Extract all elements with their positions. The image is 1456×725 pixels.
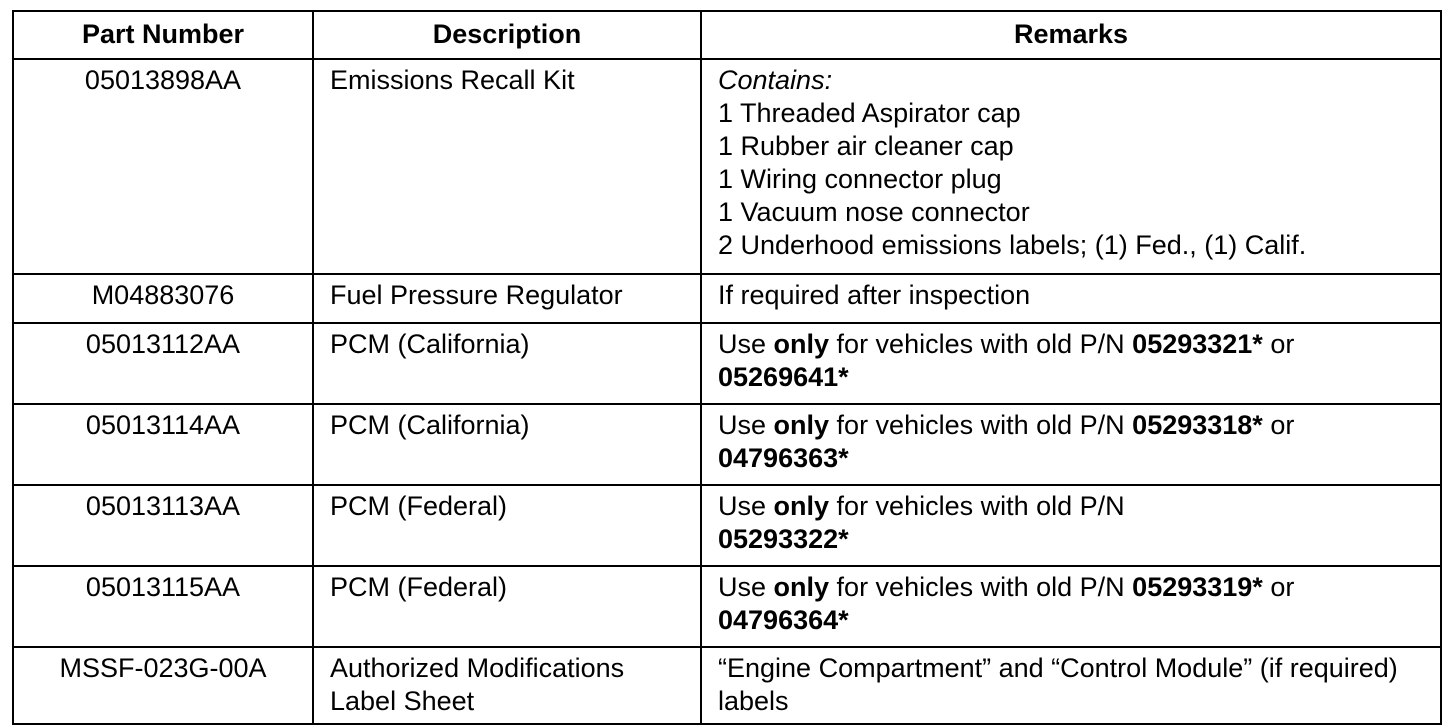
table-row — [13, 647, 1441, 724]
remark-emphasis: only — [773, 572, 830, 602]
remark-text: Use — [718, 410, 774, 440]
header-row — [13, 11, 1441, 59]
part-number-cell: 05013115AA — [13, 566, 313, 647]
old-part-number: 05269641* — [718, 362, 849, 392]
remarks-cell: If required after inspection — [701, 274, 1441, 323]
remark-emphasis: only — [773, 410, 830, 440]
remark-text: for vehicles with old P/N — [829, 329, 1133, 359]
remark-emphasis: only — [773, 491, 830, 521]
description-cell: PCM (California) — [313, 323, 701, 404]
old-part-number: 05293321* — [1132, 329, 1263, 359]
remarks-cell — [701, 566, 1441, 647]
kit-item: 1 Vacuum nose connector — [718, 197, 1030, 227]
table-row — [13, 566, 1441, 647]
old-part-number: 04796364* — [718, 605, 849, 635]
remark-text: Use — [718, 491, 774, 521]
kit-item: 2 Underhood emissions labels; (1) Fed., (1) Calif. — [718, 230, 1307, 260]
kit-item: 1 Rubber air cleaner cap — [718, 131, 1014, 161]
table-row — [13, 404, 1441, 485]
remarks-cell — [701, 404, 1441, 485]
remark-emphasis: only — [773, 329, 830, 359]
old-part-number: 05293318* — [1132, 410, 1263, 440]
old-part-number: 05293322* — [718, 524, 849, 554]
part-number-cell: M04883076 — [13, 274, 313, 323]
table-row — [13, 274, 1441, 323]
remark-text: or — [1262, 410, 1295, 440]
remarks-cell — [701, 323, 1441, 404]
part-number-cell: 05013114AA — [13, 404, 313, 485]
kit-item: 1 Wiring connector plug — [718, 164, 1002, 194]
remarks-cell: “Engine Compartment” and “Control Module” (if required) labels — [701, 647, 1441, 724]
contains-label: Contains: — [718, 65, 833, 95]
table-row — [13, 323, 1441, 404]
description-cell: Fuel Pressure Regulator — [313, 274, 701, 323]
part-number-cell: 05013113AA — [13, 485, 313, 566]
description-cell: PCM (Federal) — [313, 485, 701, 566]
remarks-cell — [701, 485, 1441, 566]
kit-item: 1 Threaded Aspirator cap — [718, 98, 1021, 128]
header-remarks: Remarks — [701, 11, 1441, 59]
old-part-number: 05293319* — [1132, 572, 1263, 602]
table-row — [13, 485, 1441, 566]
description-cell: Emissions Recall Kit — [313, 59, 701, 274]
table-row — [13, 59, 1441, 274]
remark-text: or — [1262, 572, 1295, 602]
remark-text: for vehicles with old P/N — [829, 491, 1125, 521]
description-cell: PCM (Federal) — [313, 566, 701, 647]
header-description: Description — [313, 11, 701, 59]
part-number-cell: MSSF-023G-00A — [13, 647, 313, 724]
part-number-cell: 05013898AA — [13, 59, 313, 274]
description-cell: Authorized Modifications Label Sheet — [313, 647, 701, 724]
header-part-number: Part Number — [13, 11, 313, 59]
remark-text: for vehicles with old P/N — [829, 572, 1133, 602]
old-part-number: 04796363* — [718, 443, 849, 473]
description-cell: PCM (California) — [313, 404, 701, 485]
remark-text: Use — [718, 329, 774, 359]
remark-text: for vehicles with old P/N — [829, 410, 1133, 440]
parts-table — [12, 10, 1442, 725]
remarks-cell — [701, 59, 1441, 274]
part-number-cell: 05013112AA — [13, 323, 313, 404]
remark-text: Use — [718, 572, 774, 602]
remark-text: or — [1262, 329, 1295, 359]
